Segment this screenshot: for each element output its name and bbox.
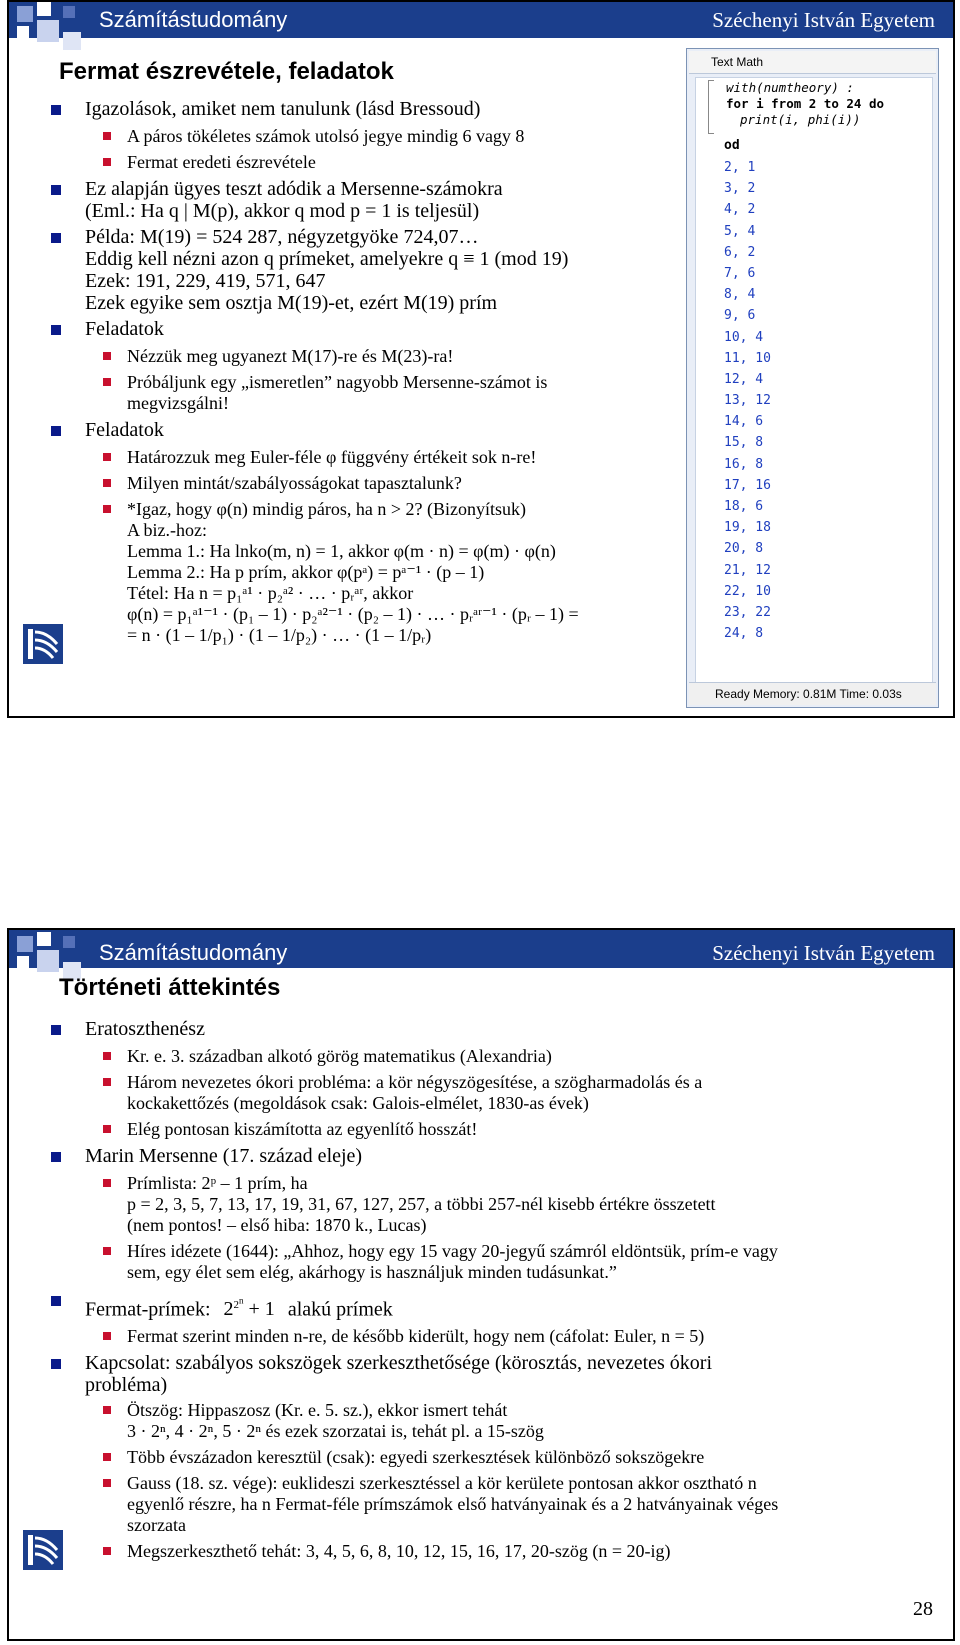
sub-bullet: Kr. e. 3. században alkotó görög matematikus (Alexandria): [9, 1046, 953, 1067]
sub-bullet: Gauss (18. sz. vége): euklideszi szerkesztéssel a kör kerülete pontosan akkor osztható n: [9, 1473, 953, 1494]
output-row: 24, 8: [724, 626, 764, 642]
sub-bullet-continuation: = n · (1 – 1/p₁) · (1 – 1/p₂) · … · (1 – 1/pᵣ): [127, 625, 432, 645]
slide-header: [9, 2, 953, 38]
sub-bullet-continuation: (nem pontos! – első hiba: 1870 k., Lucas): [127, 1215, 427, 1235]
output-row: 16, 8: [724, 456, 764, 472]
output-row: 9, 6: [724, 308, 756, 324]
sub-bullet: Próbáljunk egy „ismeretlen” nagyobb Mersenne-számot is: [9, 372, 953, 393]
output-row: 19, 18: [724, 520, 771, 536]
university-name: Széchenyi István Egyetem: [712, 8, 935, 32]
bullet-continuation: (Eml.: Ha q | M(p), akkor q mod p = 1 is teljesül): [85, 200, 480, 222]
output-row: 6, 2: [724, 244, 756, 260]
output-row: 14, 6: [724, 414, 764, 430]
bullet: Marin Mersenne (17. század eleje): [9, 1145, 953, 1167]
output-row: 7, 6: [724, 265, 756, 281]
sub-bullet: Fermat eredeti észrevétele: [9, 152, 953, 173]
sub-bullet: Híres idézete (1644): „Ahhoz, hogy egy 15 vagy 20-jegyű számról eldöntsük, prím-e vagy: [9, 1241, 953, 1262]
course-title: Számítástudomány: [99, 7, 288, 32]
output-row: 22, 10: [724, 583, 771, 599]
university-name: Széchenyi István Egyetem: [712, 941, 935, 965]
bullet-continuation: Ezek egyike sem osztja M(19)-et, ezért M(19) prím: [85, 292, 498, 314]
bullet: Ez alapján ügyes teszt adódik a Mersenne-számokra: [9, 178, 953, 200]
bullet: Igazolások, amiket nem tanulunk (lásd Bressoud): [9, 98, 953, 120]
sub-bullet: Milyen mintát/szabályosságokat tapasztalunk?: [9, 473, 953, 494]
output-row: 2, 1: [724, 160, 756, 175]
bullet: Eratoszthenész: [9, 1018, 953, 1040]
sub-bullet-continuation: Lemma 1.: Ha lnko(m, n) = 1, akkor φ(m · n) = φ(m) · φ(n): [127, 541, 556, 561]
sub-bullet-continuation: p = 2, 3, 5, 7, 13, 17, 19, 31, 67, 127, 257, a többi 257-nél kisebb értékre összetett: [127, 1194, 716, 1214]
slide-body: [9, 1018, 953, 1567]
bullet: Példa: M(19) = 524 287, négyzetgyöke 724,07…: [9, 226, 953, 248]
sub-bullet: Határozzuk meg Euler-féle φ függvény értékeit sok n-re!: [9, 447, 953, 468]
slide-title: Történeti áttekintés: [59, 974, 281, 1001]
output-row: 17, 16: [724, 477, 771, 493]
sub-bullet-continuation: A biz.-hoz:: [127, 520, 207, 540]
output-row: 10, 4: [724, 329, 764, 345]
bullet: [9, 1289, 953, 1320]
header-squares-decoration: [9, 2, 87, 60]
sub-bullet: Nézzük meg ugyanezt M(17)-re és M(23)-ra!: [9, 346, 953, 367]
sub-bullet-continuation: Lemma 2.: Ha p prím, akkor φ(pᵃ) = pᵃ⁻¹ · (p – 1): [127, 562, 485, 582]
slide-fermat: [7, 0, 955, 718]
maple-worksheet[interactable]: [695, 77, 933, 684]
bullet-continuation: Eddig kell nézni azon q prímeket, amelyekre q ≡ 1 (mod 19): [85, 248, 569, 270]
bullet: Feladatok: [9, 419, 953, 441]
sub-bullet-continuation: φ(n) = p₁ᵃ¹⁻¹ · (p₁ – 1) · p₂ᵃ²⁻¹ · (p₂ – 1) · … · pᵣᵃʳ⁻¹ · (pᵣ – 1) =: [127, 604, 579, 624]
sub-bullet-continuation: 3 · 2ⁿ, 4 · 2ⁿ, 5 · 2ⁿ és ezek szorzatai is, tehát pl. a 15-szög: [127, 1421, 544, 1442]
output-row: 23, 22: [724, 604, 771, 620]
sub-bullet-continuation: megvizsgálni!: [127, 393, 229, 413]
sub-bullet: Ötszög: Hippaszosz (Kr. e. 5. sz.), ekkor ismert tehát: [9, 1400, 953, 1421]
sub-bullet-continuation: Tétel: Ha n = p₁ᵃ¹ · p₂ᵃ² · … · pᵣᵃʳ, akkor: [127, 583, 414, 603]
sub-bullet: Három nevezetes ókori probléma: a kör négyszögesítése, a szögharmadolás és a: [9, 1072, 953, 1093]
page-number: 28: [913, 1598, 933, 1620]
command-line: with(numtheory) :: [726, 80, 854, 95]
sub-bullet: A páros tökéletes számok utolsó jegye mindig 6 vagy 8: [9, 126, 953, 147]
fermat-formula: $2^{2^n} + 1$: [223, 1295, 275, 1321]
university-logo-icon: [23, 624, 63, 664]
sub-bullet-continuation: szorzata: [127, 1515, 186, 1536]
bullet-continuation: Ezek: 191, 229, 419, 571, 647: [85, 270, 326, 292]
output-row: 18, 6: [724, 499, 764, 514]
maple-command: [726, 80, 884, 128]
output-row: 11, 10: [724, 350, 771, 366]
execution-group-bracket: [708, 80, 714, 134]
sub-bullet-continuation: egyenlő részre, ha n Fermat-féle prímszámok első hatványainak és a 2 hatványainak véges: [127, 1494, 779, 1515]
command-line: print(i, phi(i)): [740, 112, 861, 127]
output-row: 3, 2: [724, 181, 756, 197]
course-title: Számítástudomány: [99, 940, 288, 965]
output-row: 20, 8: [724, 541, 764, 557]
output-row: 8, 4: [724, 287, 756, 303]
status-text: Ready Memory: 0.81M Time: 0.03s: [715, 687, 902, 701]
sub-bullet: Megszerkeszthető tehát: 3, 4, 5, 6, 8, 10, 12, 15, 16, 17, 20-szög (n = 20-ig): [9, 1541, 953, 1562]
slide-history: [7, 928, 955, 1641]
sub-bullet: Több évszázadon keresztül (csak): egyedi szerkesztések különböző sokszögekre: [9, 1447, 953, 1468]
output-row: 21, 12: [724, 562, 771, 578]
toolbar-mode-label[interactable]: Text Math: [711, 55, 764, 69]
maple-window: [686, 48, 939, 708]
maple-toolbar: [689, 51, 936, 74]
slide-title: Fermat észrevétele, feladatok: [59, 58, 394, 85]
bullet: Kapcsolat: szabályos sokszögek szerkeszthetősége (körosztás, nevezetes ókori: [9, 1352, 953, 1374]
output-row: 12, 4: [724, 371, 764, 387]
university-logo-icon: [23, 1530, 63, 1570]
fermat-primes-suffix: alakú prímek: [287, 1298, 393, 1321]
output-row: 4, 2: [724, 202, 756, 218]
sub-bullet-continuation: sem, egy élet sem elég, akárhogy is használjuk minden tudásunkat.”: [127, 1262, 617, 1282]
sub-bullet: Fermat szerint minden n-re, de később kiderült, hogy nem (cáfolat: Euler, n = 5): [9, 1326, 953, 1347]
output-row: 15, 8: [724, 435, 764, 451]
output-row: 5, 4: [724, 223, 756, 239]
slide-header: [9, 928, 953, 968]
sub-bullet: *Igaz, hogy φ(n) mindig páros, ha n > 2? (Bizonyítsuk): [9, 499, 953, 520]
maple-output: [724, 138, 771, 647]
command-line-od: od: [724, 138, 740, 153]
sub-bullet-continuation: kockakettőzés (megoldások csak: Galois-elmélet, 1830-as évek): [127, 1093, 589, 1113]
fermat-primes-label: Fermat-prímek:: [85, 1298, 211, 1321]
output-row: 13, 12: [724, 393, 771, 409]
maple-status-bar: [689, 682, 936, 705]
bullet: Feladatok: [9, 318, 953, 340]
command-line: for i from 2 to 24 do: [726, 96, 885, 111]
sub-bullet: Elég pontosan kiszámította az egyenlítő hosszát!: [9, 1119, 953, 1140]
sub-bullet: Prímlista: 2ᵖ – 1 prím, ha: [9, 1173, 953, 1194]
bullet-continuation: probléma): [85, 1374, 168, 1397]
